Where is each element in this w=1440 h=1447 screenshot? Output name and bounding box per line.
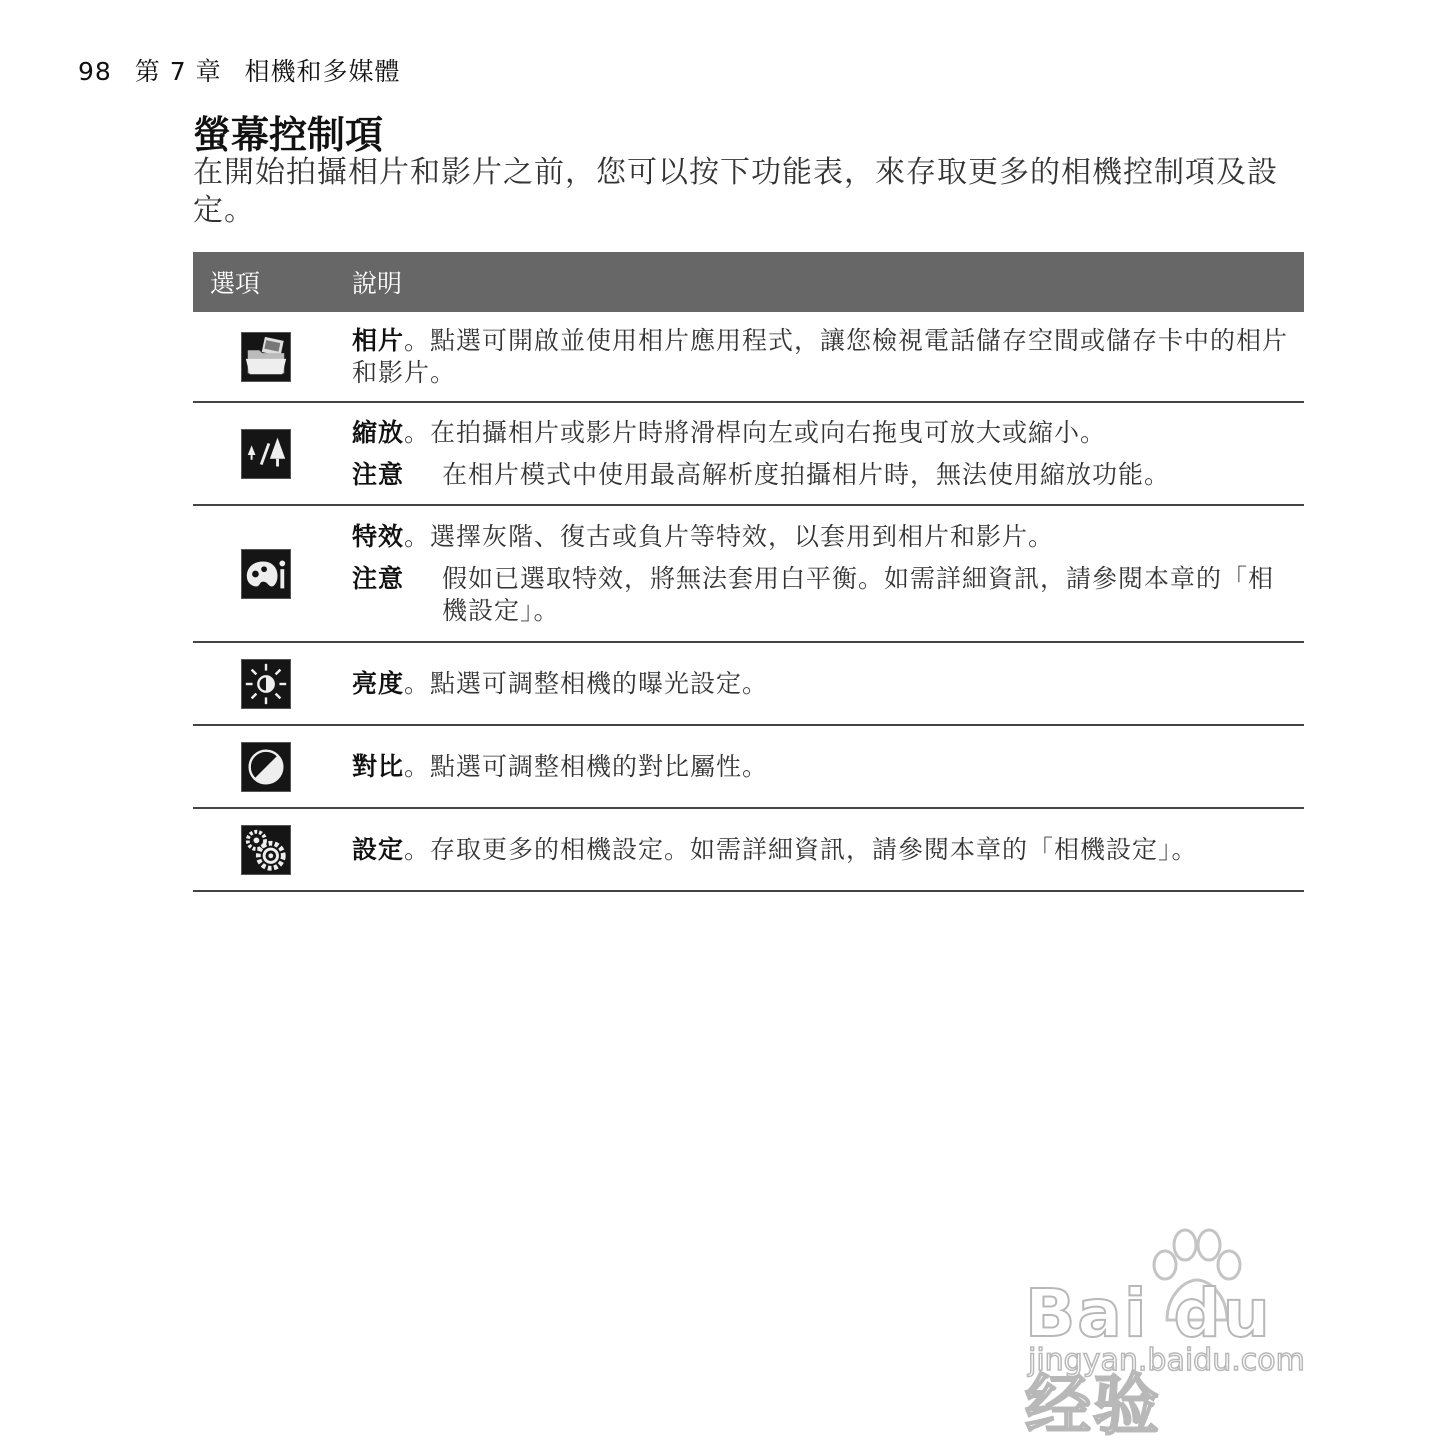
zoom-icon (241, 429, 291, 479)
row-term: 設定 (352, 834, 405, 864)
row-text: 。存取更多的相機設定。如需詳細資訊，請參閱本章的「相機設定」。 (404, 834, 1198, 864)
baidu-watermark (1020, 1225, 1360, 1444)
table-row (193, 643, 1304, 726)
row-term: 特效 (352, 521, 405, 551)
header-description: 說明 (352, 269, 403, 298)
row-term: 對比 (352, 751, 405, 781)
watermark-url: jingyan.baidu.com (1028, 1343, 1305, 1378)
row-text: 。點選可調整相機的曝光設定。 (404, 668, 769, 698)
row-description (352, 521, 1304, 627)
note-label: 注意 (352, 459, 405, 489)
row-text: 。點選可調整相機的對比屬性。 (404, 751, 769, 781)
note-text: 在相片模式中使用最高解析度拍攝相片時，無法使用縮放功能。 (442, 459, 1171, 489)
row-description (352, 751, 1304, 783)
settings-gears-icon (241, 825, 291, 875)
options-table (193, 252, 1304, 892)
row-description (352, 325, 1304, 389)
row-term: 亮度 (352, 668, 405, 698)
section-intro: 在開始拍攝相片和影片之前，您可以按下功能表，來存取更多的相機控制項及設定。 (193, 155, 1278, 228)
row-term: 縮放 (352, 417, 405, 447)
page-number: 98 (78, 57, 112, 86)
row-text: 。點選可開啟並使用相片應用程式，讓您檢視電話儲存空間或儲存卡中的相片和影片。 (352, 325, 1289, 387)
row-term: 相片 (352, 325, 405, 355)
row-description (352, 668, 1304, 700)
running-head (78, 52, 401, 88)
table-row (193, 312, 1304, 403)
chapter-title: 相機和多媒體 (244, 57, 401, 86)
row-text: 。選擇灰階、復古或負片等特效，以套用到相片和影片。 (404, 521, 1055, 551)
table-row (193, 403, 1304, 506)
chapter-number: 第 7 章 (134, 57, 222, 86)
brightness-sun-icon (241, 659, 291, 709)
table-row (193, 506, 1304, 643)
table-row (193, 809, 1304, 892)
contrast-icon (241, 742, 291, 792)
photos-folder-icon (241, 332, 291, 382)
row-description (352, 834, 1304, 866)
note-text: 假如已選取特效，將無法套用白平衡。如需詳細資訊，請參閱本章的「相機設定」。 (442, 563, 1275, 625)
note-label: 注意 (352, 563, 405, 593)
watermark-brand: Bai du 经验 (1025, 1275, 1272, 1444)
section-title: 螢幕控制項 (193, 113, 384, 157)
table-row (193, 726, 1304, 809)
header-option: 選項 (210, 269, 261, 298)
row-description (352, 417, 1304, 491)
row-text: 。在拍攝相片或影片時將滑桿向左或向右拖曳可放大或縮小。 (404, 417, 1107, 447)
effects-palette-icon (241, 549, 291, 599)
table-header (193, 252, 1304, 312)
